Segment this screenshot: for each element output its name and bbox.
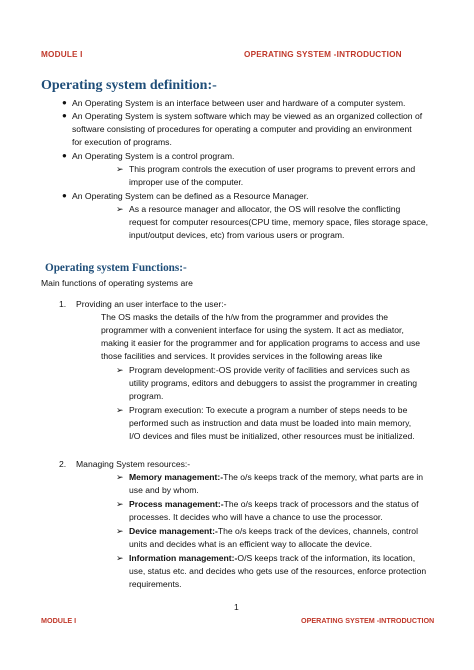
definition-subline: improper use of the computer. (129, 177, 244, 187)
information-management-text: O/S keeps track of the information, its location, (237, 553, 416, 563)
function-paragraph: The OS masks the details of the h/w from the programmer and provides the (101, 312, 389, 322)
resource-line: processes. It decides who will have a chance to use the processor. (129, 512, 383, 522)
information-management-label: Information management:- (129, 553, 238, 563)
resource-line: use, status etc. and decides who gets use of the resources, enforce protection (129, 566, 427, 576)
resource-line (129, 525, 418, 537)
function-subline: utility programs, editors and debuggers to assist the programmer in creating (129, 378, 418, 388)
bullet-icon: ● (62, 191, 67, 200)
bullet-icon: ● (62, 111, 67, 120)
footer-title: OPERATING SYSTEM -INTRODUCTION (301, 616, 435, 625)
function-subline: I/O devices and files must be initialized, other resources must be initialized. (129, 431, 415, 441)
function-title: Managing System resources:- (76, 459, 191, 469)
function-title: Providing an user interface to the user:- (76, 299, 227, 309)
resource-line (129, 471, 423, 483)
definition-subline: As a resource manager and allocator, the OS will resolve the conflicting (129, 204, 401, 214)
arrow-bullet-icon: ➢ (116, 472, 124, 482)
definition-line: An Operating System is a control program. (72, 151, 235, 161)
bullet-icon: ● (62, 151, 67, 160)
definition-subline: This program controls the execution of user programs to prevent errors and (129, 164, 416, 174)
process-management-label: Process management:- (129, 499, 224, 509)
resource-line: use and by whom. (129, 485, 199, 495)
process-management-text: The o/s keeps track of processors and the status of (223, 499, 419, 509)
list-number: 2. (59, 459, 67, 469)
function-subline: performed such as instruction and data must be loaded into main memory, (129, 418, 412, 428)
section-functions-title: Operating system Functions:- (45, 262, 187, 274)
arrow-bullet-icon: ➢ (116, 405, 124, 415)
resource-line (129, 552, 415, 564)
device-management-text: The o/s keeps track of the devices, channels, control (217, 526, 418, 536)
definition-subline: input/output devices, etc) from various users or program. (129, 230, 345, 240)
arrow-bullet-icon: ➢ (116, 526, 124, 536)
memory-management-label: Memory management:- (129, 472, 224, 482)
device-management-label: Device management:- (129, 526, 218, 536)
footer-module: MODULE I (41, 616, 77, 625)
definition-line: An Operating System can be defined as a Resource Manager. (72, 191, 309, 201)
memory-management-text: The o/s keeps track of the memory, what parts are in (223, 472, 424, 482)
resource-line: units and decides what is an efficient way to allocate the device. (129, 539, 372, 549)
page-number: 1 (234, 602, 239, 612)
arrow-bullet-icon: ➢ (116, 164, 124, 174)
list-number: 1. (59, 299, 67, 309)
arrow-bullet-icon: ➢ (116, 365, 124, 375)
resource-line (129, 498, 418, 510)
bullet-icon: ● (62, 98, 67, 107)
definition-line: software consisting of procedures for operating a computer and providing an environment (72, 124, 412, 134)
function-paragraph: programmer with a convenient interface for using the system. It act as mediator, (101, 325, 404, 335)
definition-line: An Operating System is system software which may be viewed as an organized collection of (72, 111, 423, 121)
function-subline: program. (129, 391, 164, 401)
section-definition-title: Operating system definition:- (41, 78, 217, 93)
function-paragraph: making it easier for the programmer and for application programs to access and use (101, 338, 421, 348)
resource-line: requirements. (129, 579, 182, 589)
arrow-bullet-icon: ➢ (116, 204, 124, 214)
definition-subline: request for computer resources(CPU time, memory space, files storage space, (129, 217, 428, 227)
functions-intro: Main functions of operating systems are (41, 278, 193, 288)
header-title: OPERATING SYSTEM -INTRODUCTION (244, 50, 402, 59)
function-subline: Program execution: To execute a program a number of steps needs to be (129, 405, 408, 415)
arrow-bullet-icon: ➢ (116, 499, 124, 509)
function-subline: Program development:-OS provide verity of facilities and services such as (129, 365, 410, 375)
function-paragraph: those facilities and services. It provides services in the following areas like (101, 351, 383, 361)
header-module: MODULE I (41, 50, 83, 59)
definition-line: for execution of programs. (72, 137, 172, 147)
definition-line: An Operating System is an interface between user and hardware of a computer system. (72, 98, 406, 108)
arrow-bullet-icon: ➢ (116, 553, 124, 563)
